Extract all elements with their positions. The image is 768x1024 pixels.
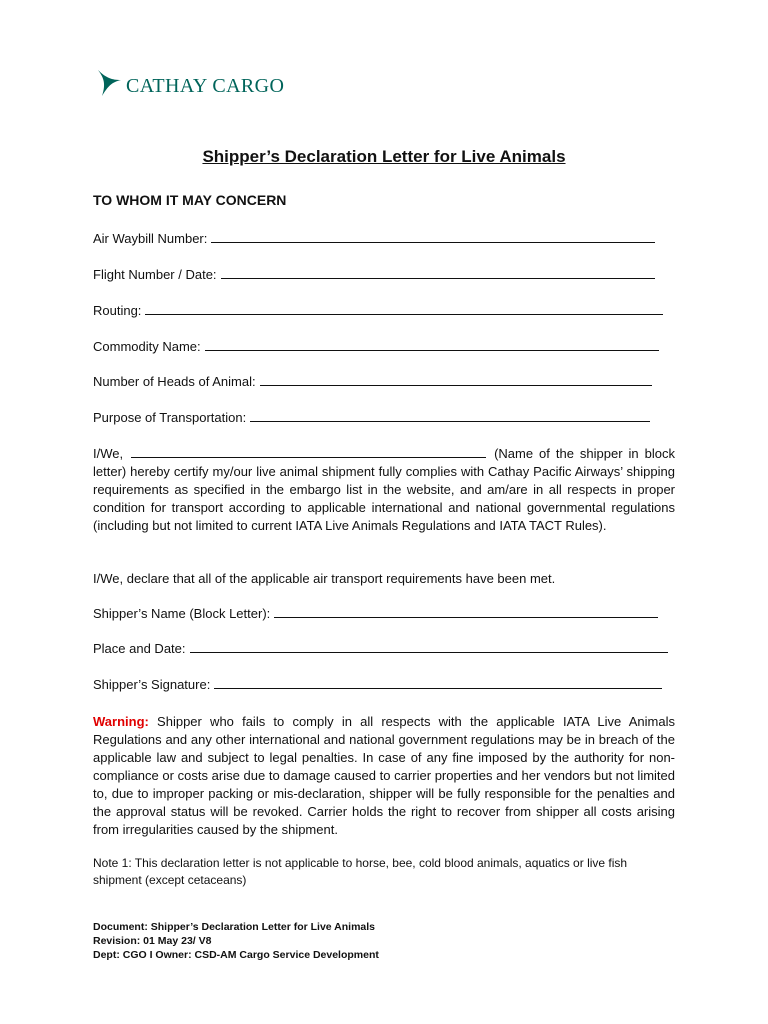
purpose-blank-line[interactable] [250, 421, 650, 422]
flight-blank-line[interactable] [221, 278, 655, 279]
signature-line[interactable] [214, 688, 662, 689]
shipper-name-label: Shipper’s Name (Block Letter): [93, 606, 271, 621]
warning-text: Shipper who fails to comply in all respects with the applicable IATA Live Animals Regulations and any other international and national government regulations may be in breach of the applicable law and subject to legal penalties. In case of any fine imposed by the authority for non-compliance or costs arise due to damage caused to carrier properties and her vendors but not limited to, due to improper packing or mis-declaration, shipper will be fully responsible for the penalties and the approval status will be revoked. Carrier holds the right to recover from shipper all costs arising from irregularities caused by the shipment. [93, 714, 675, 837]
awb-label: Air Waybill Number: [93, 231, 208, 246]
awb-field [93, 231, 655, 246]
purpose-label: Purpose of Transportation: [93, 410, 247, 425]
signature-label: Shipper’s Signature: [93, 677, 211, 692]
greeting: TO WHOM IT MAY CONCERN [93, 192, 287, 208]
routing-field [93, 303, 663, 318]
commodity-field [93, 339, 659, 354]
certify-text: (Name of the shipper in block letter) hereby certify my/our live animal shipment fully complies with Cathay Pacific Airways’ shipping requirements as specified in the embargo list in the website, and am/are in all respects in proper condition for transport according to applicable international and national governmental regulations (including but not limited to current IATA Live Animals Regulations and IATA TACT Rules). [93, 446, 675, 533]
shipper-name-field [93, 606, 658, 621]
brushwing-icon [96, 68, 122, 98]
heads-field [93, 374, 652, 389]
certification-paragraph [93, 445, 675, 535]
flight-field [93, 267, 655, 282]
awb-blank-line[interactable] [211, 242, 655, 243]
routing-blank-line[interactable] [145, 314, 663, 315]
footer-revision: Revision: 01 May 23/ V8 [93, 935, 212, 947]
footer-dept: Dept: CGO I Owner: CSD-AM Cargo Service Development [93, 949, 379, 961]
place-date-field [93, 641, 668, 656]
routing-label: Routing: [93, 303, 142, 318]
heads-blank-line[interactable] [260, 385, 652, 386]
shipper-name-blank-line[interactable] [131, 447, 486, 458]
commodity-label: Commodity Name: [93, 339, 201, 354]
warning-paragraph [93, 713, 675, 839]
purpose-field [93, 410, 650, 425]
logo-text: CATHAY CARGO [126, 74, 285, 97]
heads-label: Number of Heads of Animal: [93, 374, 256, 389]
note: Note 1: This declaration letter is not applicable to horse, bee, cold blood animals, aquatics or live fish shipment (except cetaceans) [93, 856, 628, 887]
footer-document: Document: Shipper’s Declaration Letter for Live Animals [93, 921, 376, 933]
place-date-label: Place and Date: [93, 641, 186, 656]
document-footer [93, 920, 379, 962]
shipper-name-line[interactable] [274, 617, 658, 618]
document-title: Shipper’s Declaration Letter for Live Animals [202, 147, 566, 166]
certify-prefix: I/We, [93, 446, 124, 461]
place-date-line[interactable] [190, 652, 668, 653]
commodity-blank-line[interactable] [205, 350, 659, 351]
cathay-cargo-logo [96, 68, 284, 98]
declaration-paragraph: I/We, declare that all of the applicable air transport requirements have been met. [93, 571, 556, 586]
warning-label: Warning: [93, 714, 149, 729]
signature-field [93, 677, 662, 692]
flight-label: Flight Number / Date: [93, 267, 217, 282]
